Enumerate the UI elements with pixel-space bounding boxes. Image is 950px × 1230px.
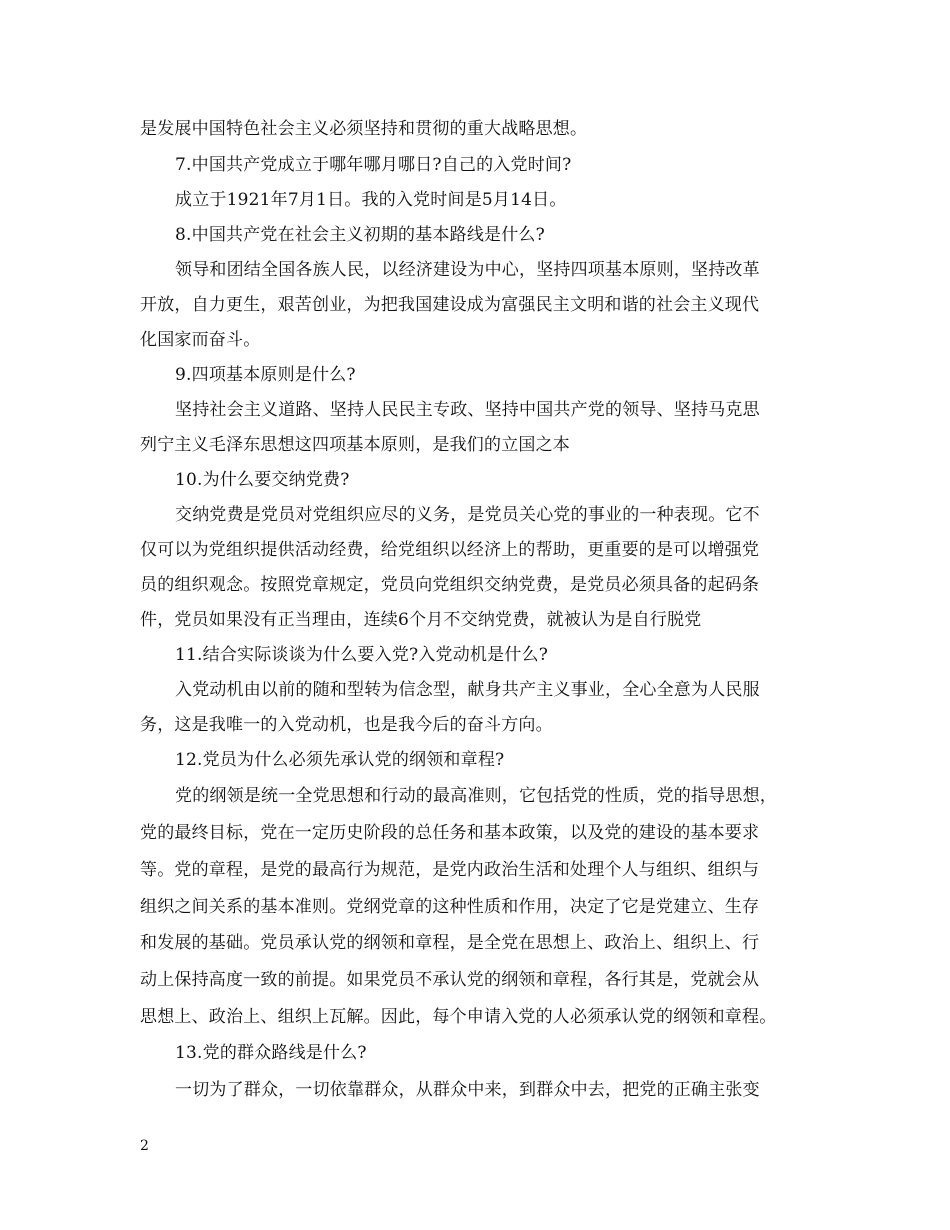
- text-line: 成立于1921年7月1日。我的入党时间是5月14日。: [175, 190, 567, 210]
- text-line: 开放，自力更生，艰苦创业，为把我国建设成为富强民主文明和谐的社会主义现代: [140, 295, 760, 315]
- text-line: 党的纲领是统一全党思想和行动的最高准则，它包括党的性质，党的指导思想，: [175, 786, 777, 806]
- question-heading: 9.四项基本原则是什么?: [175, 365, 356, 385]
- text-line: 化国家而奋斗。: [140, 330, 261, 350]
- text-line: 列宁主义毛泽东思想这四项基本原则，是我们的立国之本: [140, 435, 570, 455]
- text-line: 组织之间关系的基本准则。党纲党章的这种性质和作用，决定了它是党建立、生存: [140, 897, 760, 917]
- text-line: 党的最终目标，党在一定历史阶段的总任务和基本政策，以及党的建设的基本要求: [140, 823, 760, 843]
- text-line: 交纳党费是党员对党组织应尽的义务，是党员关心党的事业的一种表现。它不: [175, 505, 760, 525]
- question-heading: 13.党的群众路线是什么?: [175, 1043, 367, 1063]
- text-line: 件，党员如果没有正当理由，连续6个月不交纳党费，就被认为是自行脱党: [140, 610, 702, 630]
- text-line: 和发展的基础。党员承认党的纲领和章程，是全党在思想上、政治上、组织上、行: [140, 933, 760, 953]
- question-heading: 8.中国共产党在社会主义初期的基本路线是什么?: [175, 225, 545, 245]
- text-line: 等。党的章程，是党的最高行为规范，是党内政治生活和处理个人与组织、组织与: [140, 860, 760, 880]
- text-line: 坚持社会主义道路、坚持人民民主专政、坚持中国共产党的领导、坚持马克思: [175, 400, 760, 420]
- text-line: 入党动机由以前的随和型转为信念型，献身共产主义事业，全心全意为人民服: [175, 680, 760, 700]
- text-line: 领导和团结全国各族人民，以经济建设为中心，坚持四项基本原则，坚持改革: [175, 260, 760, 280]
- question-heading: 10.为什么要交纳党费?: [175, 470, 350, 490]
- text-line: 员的组织观念。按照党章规定，党员向党组织交纳党费，是党员必须具备的起码条: [140, 575, 760, 595]
- text-line: 务，这是我唯一的入党动机，也是我今后的奋斗方向。: [140, 715, 553, 735]
- question-heading: 12.党员为什么必须先承认党的纲领和章程?: [175, 750, 505, 770]
- text-line: 仅可以为党组织提供活动经费，给党组织以经济上的帮助，更重要的是可以增强党: [140, 540, 760, 560]
- question-heading: 7.中国共产党成立于哪年哪月哪日?自己的入党时间?: [175, 155, 572, 175]
- text-line: 思想上、政治上、组织上瓦解。因此，每个申请入党的人必须承认党的纲领和章程。: [140, 1007, 777, 1027]
- text-line: 一切为了群众，一切依靠群众，从群众中来，到群众中去，把党的正确主张变: [175, 1080, 760, 1100]
- page-number: 2: [140, 1138, 149, 1154]
- text-line: 是发展中国特色社会主义必须坚持和贯彻的重大战略思想。: [140, 119, 588, 139]
- question-heading: 11.结合实际谈谈为什么要入党?入党动机是什么?: [175, 645, 549, 665]
- text-line: 动上保持高度一致的前提。如果党员不承认党的纲领和章程，各行其是，党就会从: [140, 970, 760, 990]
